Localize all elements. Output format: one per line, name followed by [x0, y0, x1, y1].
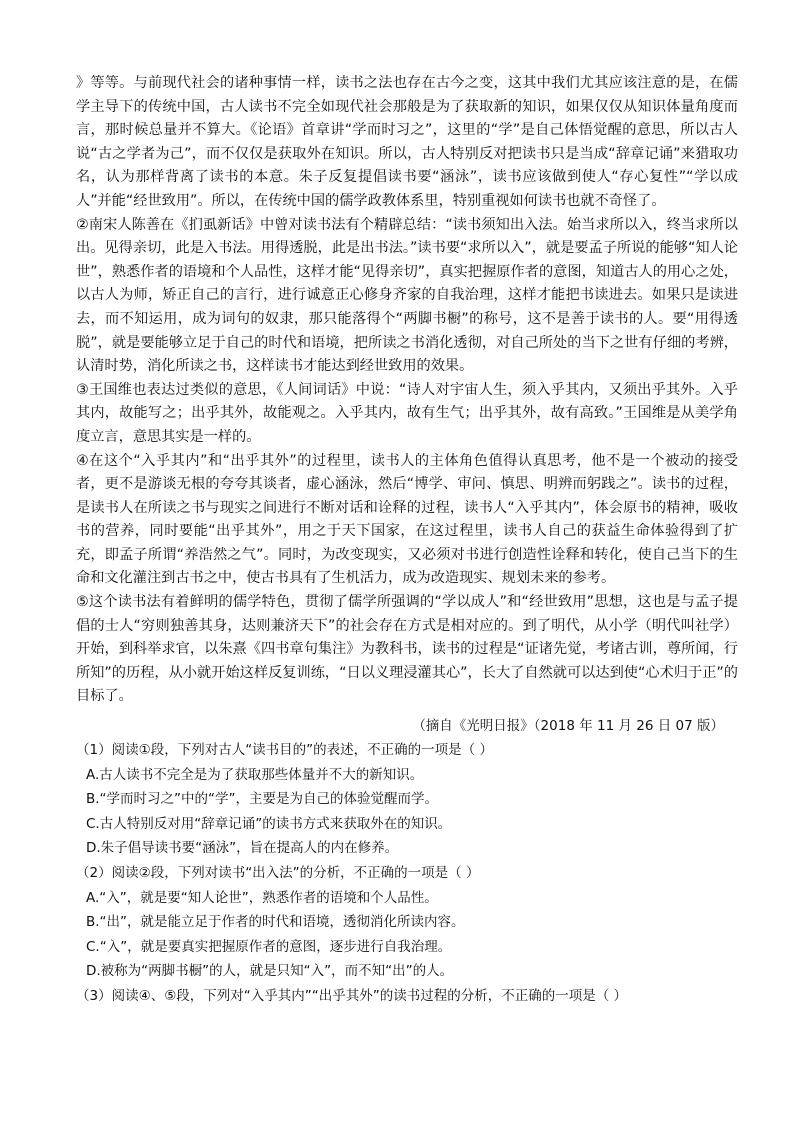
- paragraph-5: ⑤这个读书法有着鲜明的儒学特色，贯彻了儒学所强调的“学以成人”和“经世致用”思想，这也是与孟子提倡的士人“穷则独善其身，达则兼济天下”的社会存在方式是相对应的。到了明代，从小学（明代叫社学）开始，到科举求官，以朱熹《四书章句集注》为教科书，读书的过程是“证诸先觉，考诸古训，尊所闻，行所知”的历程，从小就开始这样反复训练，“日以义理浸灌其心”，长大了自然就可以达到使“心术归于正”的目标了。: [76, 594, 738, 705]
- question-stem: （1）阅读①段，下列对古人“读书目的”的表述，不正确的一项是（ ）: [76, 742, 493, 759]
- source-citation: （摘自《光明日报》（2018 年 11 月 26 日 07 版）: [412, 718, 724, 735]
- paragraph-4: ④在这个“入乎其内”和“出乎其外”的过程里，读书人的主体角色值得认真思考，他不是一个被动的接受者，更不是游谈无根的夸夸其谈者，虚心涵泳，然后“博学、审问、慎思、明辨而躬践之”。读书的过程，是读书人在所读之书与现实之间进行不断对话和诠释的过程，读书人“入乎其内”，体会原书的精神，吸收书的营养，同时要能“出乎其外”，用之于天下国家，在这过程里，读书人自己的获益生命体验得到了扩充，即孟子所谓“养浩然之气”。同时，为改变现实，又必须对书进行创造性诠释和转化，使自己当下的生命和文化灌注到古书之中，使古书具有了生机活力，成为改造现实、规划未来的参考。: [76, 452, 738, 587]
- option-c: C.“入”，就是要真实把握原作者的意图，逐步进行自我治理。: [86, 938, 452, 955]
- paragraph-2: ②南宋人陈善在《扪虱新话》中曾对读书法有个精辟总结：“读书须知出入法。始当求所以入，终当求所以出。见得亲切，此是入书法。用得透脱，此是出书法。”读书要“求所以入”，就是要孟子所说的能够“知人论世”，熟悉作者的语境和个人品性，这样才能“见得亲切”，真实把握原作者的意图，知道古人的用心之处，以古人为师，矫正自己的言行，进行诚意正心修身齐家的自我治理，这样才能把书读进去。如果只是读进去，而不知运用，成为词句的奴隶，那只能落得个“两脚书橱”的称号，这不是善于读书的人。要“用得透脱”，就是要能够立足于自己的时代和语境，把所读之书消化透彻，对自己所处的当下之世有仔细的考辨，认清时势，消化所读之书，这样读书才能达到经世致用的效果。: [76, 216, 738, 375]
- question-3: [76, 984, 738, 1009]
- option-a: A.古人读书不完全是为了获取那些体量并不大的新知识。: [86, 766, 424, 783]
- option-c: C.古人特别反对用“辞章记诵”的读书方式来获取外在的知识。: [86, 815, 452, 832]
- option-d: D.被称为“两脚书橱”的人，就是只知“入”，而不知“出”的人。: [86, 963, 454, 980]
- question-1: [76, 738, 738, 861]
- option-b: B.“出”，就是能立足于作者的时代和语境，透彻消化所读内容。: [86, 914, 465, 931]
- question-2: [76, 861, 738, 984]
- paragraph-3: ③王国维也表达过类似的意思，《人间词话》中说：“诗人对宇宙人生，须入乎其内，又须出乎其外。入乎其内，故能写之；出乎其外，故能观之。入乎其内，故有生气；出乎其外，故有高致。”王国维是从美学角度立言，意思其实是一样的。: [76, 381, 738, 445]
- question-stem: （3）阅读④、⑤段，下列对“入乎其内”“出乎其外”的读书过程的分析，不正确的一项是（ ）: [76, 987, 628, 1004]
- question-stem: （2）阅读②段，下列对读书“出入法”的分析，不正确的一项是（ ）: [76, 865, 480, 881]
- option-b: B.“学而时习之”中的“学”，主要是为自己的体验觉醒而学。: [86, 791, 439, 808]
- option-d: D.朱子倡导读书要“涵泳”，旨在提高人的内在修养。: [86, 840, 399, 857]
- paragraph-1-continued: 》等等。与前现代社会的诸种事情一样，读书之法也存在古今之变，这其中我们尤其应该注意的是，在儒学主导下的传统中国，古人读书不完全如现代社会那般是为了获取新的知识，如果仅仅从知识体量角度而言，那时候总量并不算大。《论语》首章讲“学而时习之”，这里的“学”是自己体悟觉醒的意思，所以古人说“古之学者为己”，而不仅仅是获取外在知识。所以，古人特别反对把读书只是当成“辞章记诵”来猎取功名，认为那样背离了读书的本意。朱子反复提倡读书要“涵泳”，读书应该做到使人“存心复性”“学以成人”并能“经世致用”。所以，在传统中国的儒学政教体系里，特别重视如何读书也就不奇怪了。: [76, 75, 738, 209]
- option-a: A.“入”，就是要“知人论世”，熟悉作者的语境和个人品性。: [86, 889, 438, 906]
